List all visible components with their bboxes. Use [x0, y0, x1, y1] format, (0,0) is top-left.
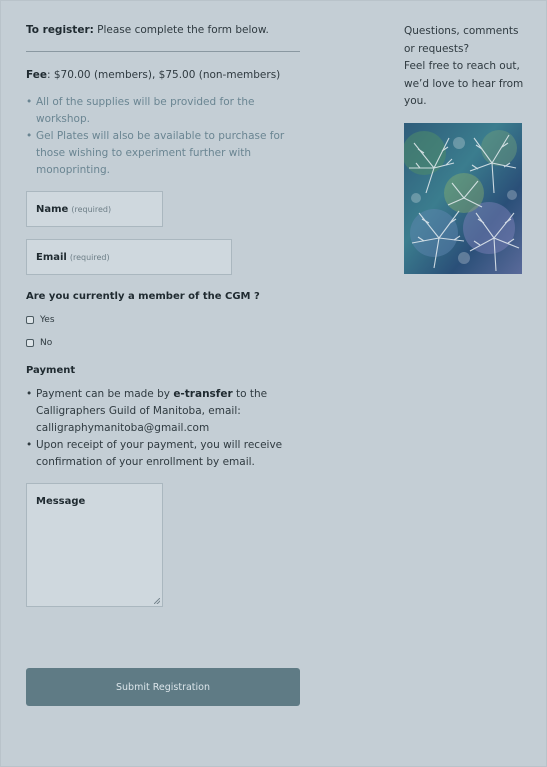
- name-required-hint: (required): [71, 204, 112, 214]
- leaf-artwork-image: [404, 123, 522, 274]
- payment-text-b: to the Calligraphers Guild of Manitoba, email: calligraphymanitoba@gmail.com: [36, 388, 268, 434]
- divider: [26, 51, 300, 52]
- fee-text: [26, 66, 300, 84]
- resize-handle-icon[interactable]: [154, 598, 160, 604]
- sidebar-questions: Questions, comments or requests?: [404, 25, 519, 55]
- sidebar: [404, 23, 529, 274]
- intro-rest: Please complete the form below.: [93, 24, 269, 36]
- checkbox-no[interactable]: [26, 339, 34, 347]
- checkbox-yes[interactable]: [26, 316, 34, 324]
- payment-method-bold: e-transfer: [173, 388, 233, 400]
- intro-bold: To register:: [26, 24, 94, 36]
- member-question: Are you currently a member of the CGM ?: [26, 291, 260, 302]
- submit-registration-button[interactable]: Submit Registration: [26, 668, 300, 706]
- fee-bold: Fee: [26, 69, 47, 81]
- sidebar-invite: Feel free to reach out, we’d love to hear from you.: [404, 60, 524, 107]
- member-option-yes[interactable]: [26, 312, 300, 328]
- message-label: Message: [36, 496, 86, 507]
- name-field[interactable]: [26, 191, 163, 227]
- list-item: • Gel Plates will also be available to purchase for those wishing to experiment further with monoprinting.: [36, 128, 300, 179]
- fee-rest: : $70.00 (members), $75.00 (non-members): [47, 69, 281, 81]
- registration-form: [26, 21, 300, 607]
- option-label-yes: Yes: [40, 315, 55, 325]
- list-item: • All of the supplies will be provided for the workshop.: [36, 94, 300, 128]
- option-label-no: No: [40, 338, 53, 348]
- list-item: [36, 386, 300, 437]
- payment-notes: [26, 386, 300, 471]
- payment-heading: Payment: [26, 365, 76, 376]
- list-item: • Upon receipt of your payment, you will receive confirmation of your enrollment by email.: [36, 437, 300, 471]
- message-textarea[interactable]: [26, 483, 163, 607]
- email-label: Email: [36, 251, 67, 263]
- intro-text: [26, 21, 300, 39]
- email-field[interactable]: [26, 239, 232, 275]
- name-label: Name: [36, 203, 69, 215]
- payment-text-a: Payment can be made by: [36, 388, 174, 400]
- workshop-notes: [26, 94, 300, 179]
- email-required-hint: (required): [69, 252, 110, 262]
- member-option-no[interactable]: [26, 335, 300, 351]
